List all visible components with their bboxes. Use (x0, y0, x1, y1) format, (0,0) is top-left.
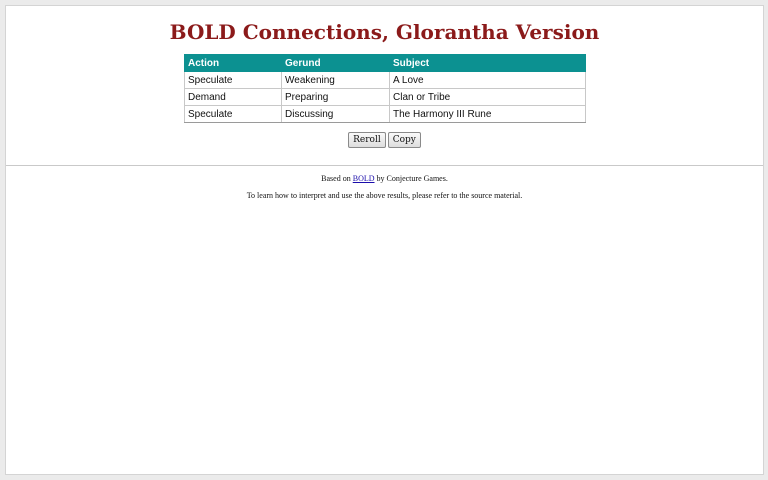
gerund-cell: Discussing (282, 106, 390, 123)
table-row (185, 106, 586, 123)
button-bar (6, 132, 763, 148)
action-cell: Demand (185, 89, 282, 106)
column-header-action: Action (185, 55, 282, 72)
subject-cell: The Harmony III Rune (390, 106, 586, 123)
gerund-cell: Weakening (282, 72, 390, 89)
bold-link[interactable]: BOLD (352, 174, 375, 183)
subject-cell: Clan or Tribe (390, 89, 586, 106)
table-row (185, 89, 586, 106)
source-note: To learn how to interpret and use the above results, please refer to the source material. (246, 191, 523, 200)
table-header-row (185, 55, 586, 72)
credit-suffix: by Conjecture Games. (376, 174, 448, 183)
subject-cell: A Love (390, 72, 586, 89)
action-cell: Speculate (185, 106, 282, 123)
table-row (185, 72, 586, 89)
results-table (184, 54, 586, 123)
page-container (5, 5, 764, 475)
column-header-subject: Subject (390, 55, 586, 72)
credit-line (6, 174, 763, 183)
copy-button[interactable]: Copy (388, 132, 421, 148)
section-divider (6, 165, 763, 166)
reroll-button[interactable]: Reroll (348, 132, 386, 148)
column-header-gerund: Gerund (282, 55, 390, 72)
action-cell: Speculate (185, 72, 282, 89)
credit-prefix: Based on (321, 174, 351, 183)
page-title: BOLD Connections, Glorantha Version (169, 20, 600, 44)
gerund-cell: Preparing (282, 89, 390, 106)
